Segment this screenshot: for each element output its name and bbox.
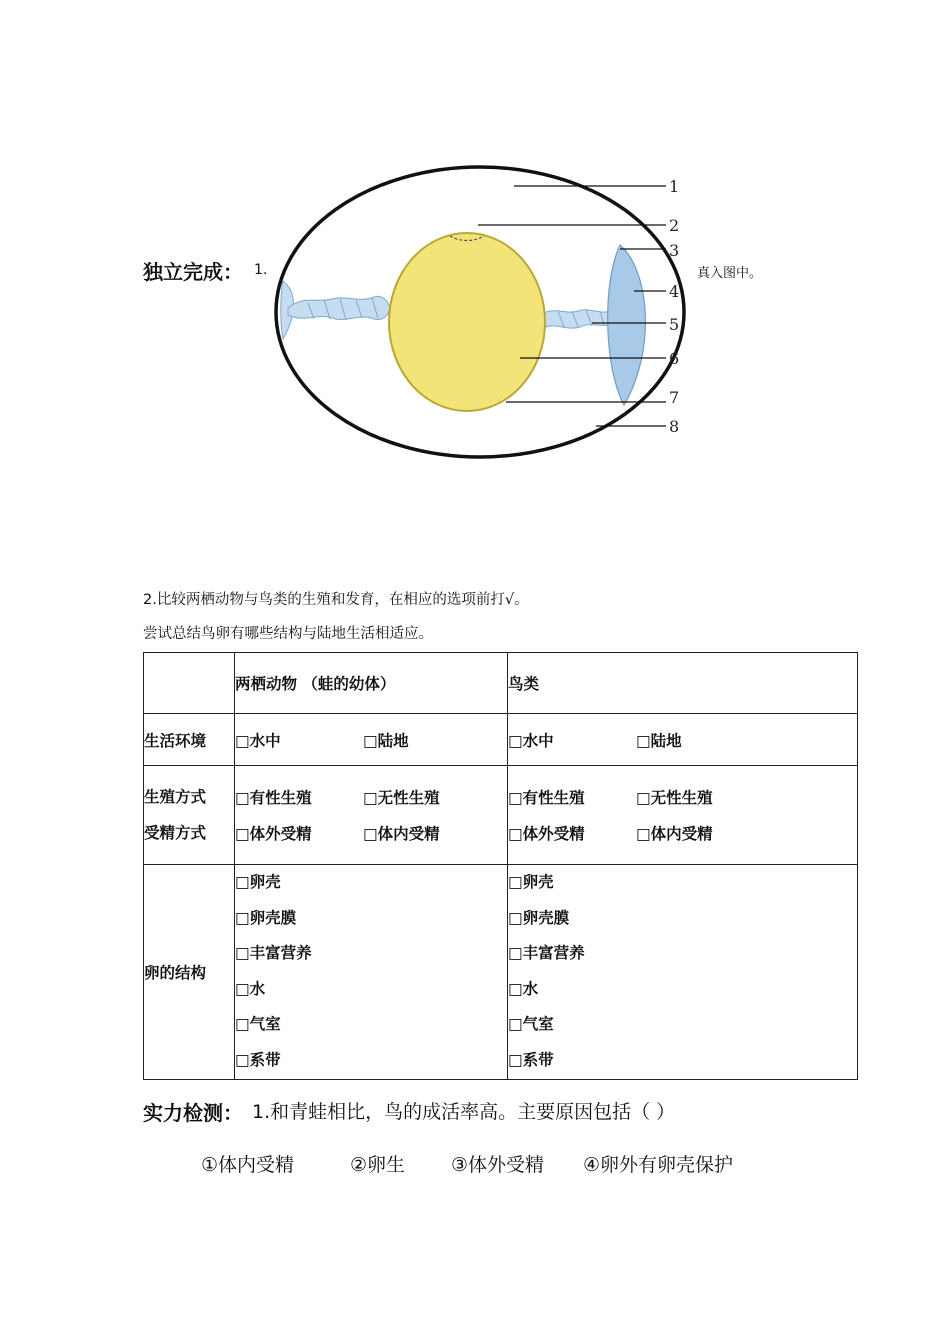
row-environment [144,714,858,766]
choice-3: ③体外受精 [451,1154,545,1176]
option-land[interactable]: □陆地 [636,731,682,750]
option-eggshell[interactable]: □卵壳 [508,873,554,891]
choice-2: ②卵生 [350,1154,406,1176]
option-air-cell[interactable]: □气室 [508,1015,554,1033]
table-header-row [144,653,858,714]
choice-1: ①体内受精 [201,1154,295,1176]
header-amphibian: 两栖动物 （蛙的幼体） [235,653,508,714]
label-fertilization: 受精方式 [144,824,207,842]
option-external-fertilization[interactable]: □体外受精 [508,825,585,843]
question-text: 1.和青蛙相比，鸟的成活率高。主要原因包括（ ） [252,1101,676,1123]
option-sexual[interactable]: □有性生殖 [235,789,312,807]
diagram-label-5: 5 [669,315,680,334]
egg-structure-diagram [274,163,694,463]
label-reproduction: 生殖方式 [144,788,207,806]
instruction-line-1: 2.比较两栖动物与鸟类的生殖和发育，在相应的选项前打√。 [143,592,529,608]
label-egg-structure: 卵的结构 [144,865,235,1080]
option-rich-nutrition[interactable]: □丰富营养 [508,944,585,962]
option-eggshell[interactable]: □卵壳 [235,873,281,891]
option-shell-membrane[interactable]: □卵壳膜 [508,908,570,927]
option-air-cell[interactable]: □气室 [235,1015,281,1033]
section-label-ability-check: 实力检测： [143,1101,243,1125]
option-chalaza[interactable]: □系带 [235,1050,281,1069]
option-water[interactable]: □水中 [235,731,281,750]
option-land[interactable]: □陆地 [363,731,409,750]
option-sexual[interactable]: □有性生殖 [508,789,585,807]
yolk [389,233,545,411]
comparison-table [143,652,858,1080]
diagram-label-1: 1 [669,177,680,196]
option-shell-membrane[interactable]: □卵壳膜 [235,908,297,927]
option-internal-fertilization[interactable]: □体内受精 [363,825,440,843]
header-empty [144,653,235,714]
option-water[interactable]: □水中 [508,731,554,750]
diagram-label-8: 8 [669,417,680,436]
option-internal-fertilization[interactable]: □体内受精 [636,825,713,843]
option-chalaza[interactable]: □系带 [508,1050,554,1069]
label-reproduction-fertilization [144,766,235,865]
bird-reproduction-cell [508,766,858,865]
diagram-label-2: 2 [669,216,680,235]
question-number: 1. [254,262,268,278]
diagram-label-4: 4 [669,282,680,301]
header-bird: 鸟类 [508,653,858,714]
option-rich-nutrition[interactable]: □丰富营养 [235,944,312,962]
diagram-label-6: 6 [669,349,680,368]
option-water-content[interactable]: □水 [508,979,539,998]
question-tail-text: 真入图中。 [697,266,763,281]
row-reproduction [144,766,858,865]
instruction-line-2: 尝试总结鸟卵有哪些结构与陆地生活相适应。 [143,626,433,642]
amphibian-egg-cell [235,865,508,1080]
amphibian-environment-cell [235,714,508,766]
bird-environment-cell [508,714,858,766]
section-label-independent: 独立完成： [143,260,243,284]
chalaza-right [544,310,614,328]
option-asexual[interactable]: □无性生殖 [636,789,713,807]
label-environment: 生活环境 [144,714,235,766]
amphibian-reproduction-cell [235,766,508,865]
bird-egg-cell [508,865,858,1080]
row-egg-structure [144,865,858,1080]
diagram-label-3: 3 [669,241,680,260]
choice-4: ④卵外有卵壳保护 [583,1154,734,1176]
option-asexual[interactable]: □无性生殖 [363,789,440,807]
option-water-content[interactable]: □水 [235,979,266,998]
diagram-label-7: 7 [669,388,680,407]
option-external-fertilization[interactable]: □体外受精 [235,825,312,843]
